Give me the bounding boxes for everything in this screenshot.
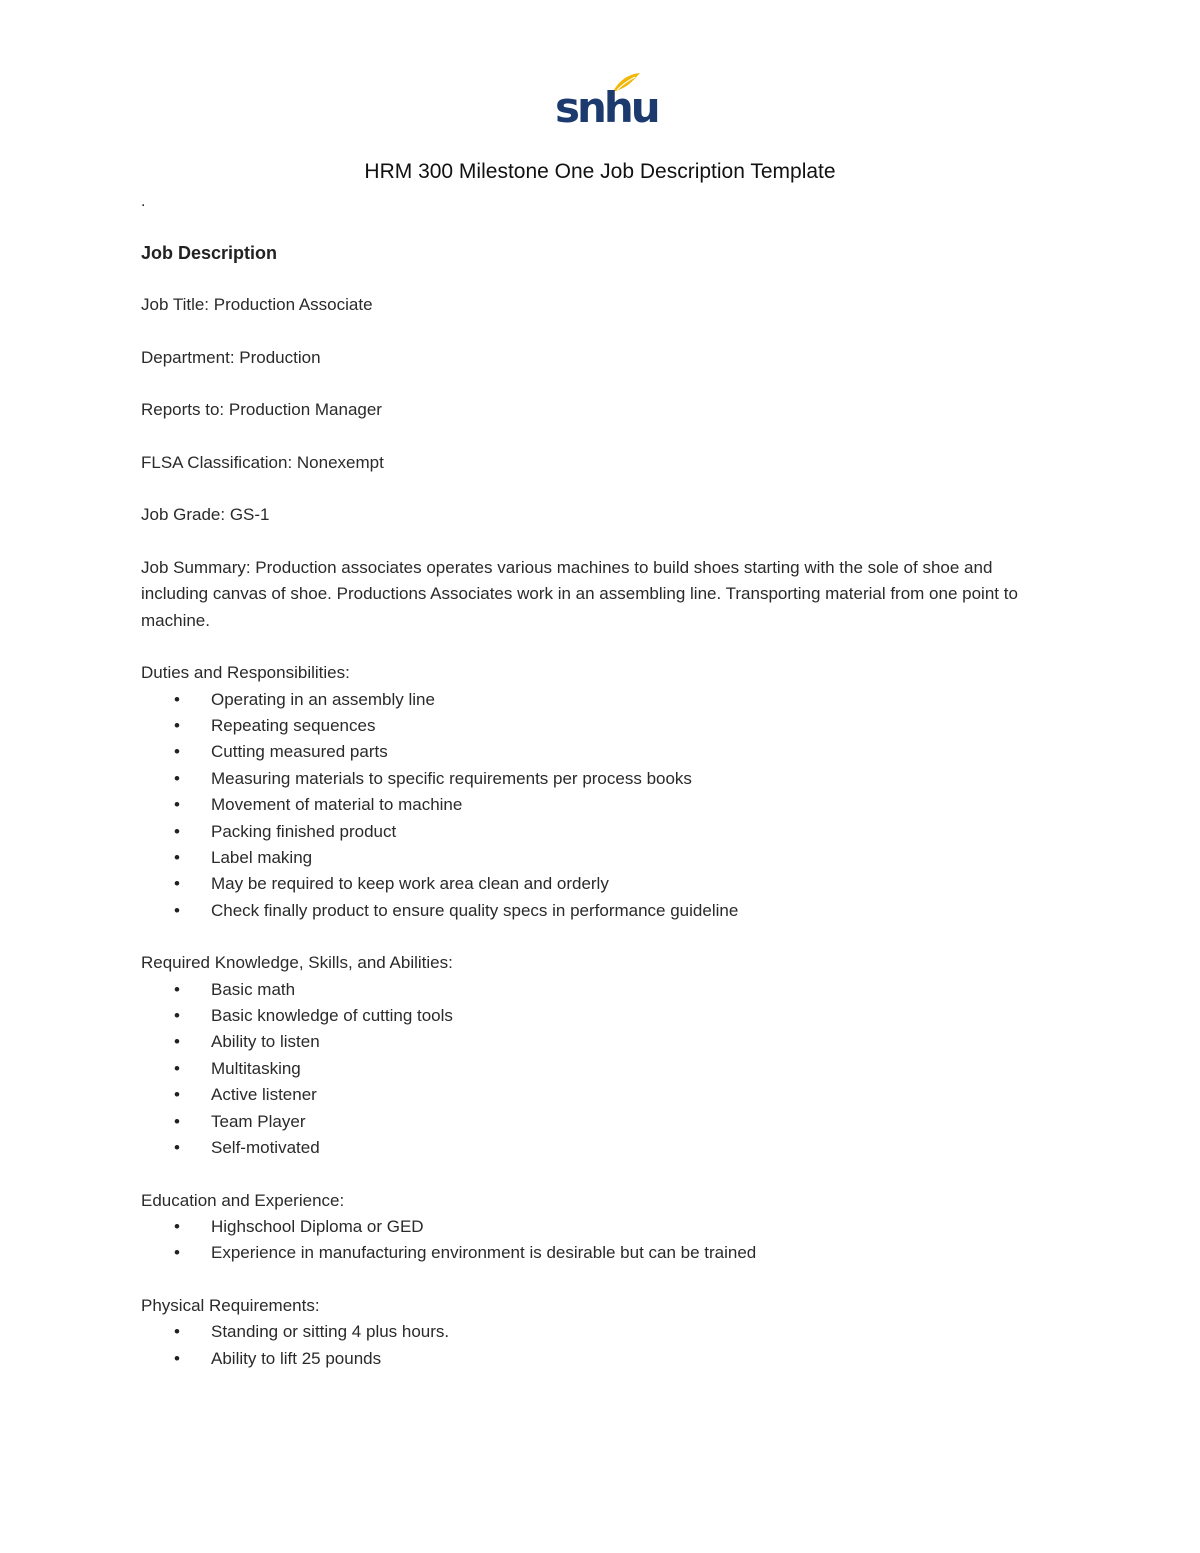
list-item: • Highschool Diploma or GED: [141, 1214, 1061, 1240]
list-item: • Team Player: [141, 1109, 1061, 1135]
section-knowledge-skills: [141, 950, 1061, 1161]
list-item: • Packing finished product: [141, 819, 1061, 845]
section-duties: [141, 660, 1061, 924]
bullet-list: [141, 977, 1061, 1162]
list-item: • Operating in an assembly line: [141, 687, 1061, 713]
section-physical: [141, 1293, 1061, 1372]
list-item: • Repeating sequences: [141, 713, 1061, 739]
list-item: • Multitasking: [141, 1056, 1061, 1082]
list-item: • Cutting measured parts: [141, 739, 1061, 765]
section-label: Education and Experience:: [141, 1190, 345, 1210]
field-job-title: Job Title: Production Associate: [141, 295, 373, 314]
section-label: Required Knowledge, Skills, and Abilities:: [141, 953, 453, 973]
job-summary: Job Summary: Production associates operates various machines to build shoes starting with the sole of shoe and including canvas of shoe. Productions Associates work in an assembling line. Transporting material from one point to machine.: [141, 557, 1018, 630]
field-job-grade: Job Grade: GS-1: [141, 505, 270, 524]
logo-text: snhu: [555, 83, 658, 132]
list-item: • Basic knowledge of cutting tools: [141, 1003, 1061, 1029]
list-item: • Experience in manufacturing environment is desirable but can be trained: [141, 1240, 1061, 1266]
stray-dot: .: [141, 193, 146, 210]
section-education: [141, 1188, 1061, 1267]
bullet-list: [141, 687, 1061, 925]
list-item: • Label making: [141, 845, 1061, 871]
section-label: Duties and Responsibilities:: [141, 663, 350, 682]
bullet-list: [141, 1319, 1061, 1372]
snhu-logo: [555, 72, 658, 134]
list-item: • Self-motivated: [141, 1135, 1061, 1161]
document-title: HRM 300 Milestone One Job Description Template: [364, 160, 836, 183]
list-item: • Measuring materials to specific requirements per process books: [141, 766, 1061, 792]
list-item: • Ability to lift 25 pounds: [141, 1346, 1061, 1372]
field-flsa-classification: FLSA Classification: Nonexempt: [141, 452, 384, 472]
bullet-list: [141, 1214, 1061, 1267]
list-item: • Movement of material to machine: [141, 792, 1061, 818]
document-body: [141, 240, 1061, 1398]
section-label: Physical Requirements:: [141, 1295, 320, 1315]
section-heading: Job Description: [141, 243, 278, 263]
list-item: • May be required to keep work area clean and orderly: [141, 871, 1061, 897]
list-item: • Check finally product to ensure quality specs in performance guideline: [141, 898, 1061, 924]
field-department: Department: Production: [141, 347, 321, 367]
list-item: • Standing or sitting 4 plus hours.: [141, 1319, 1061, 1345]
list-item: • Ability to listen: [141, 1029, 1061, 1055]
list-item: • Active listener: [141, 1082, 1061, 1108]
list-item: • Basic math: [141, 977, 1061, 1003]
field-reports-to: Reports to: Production Manager: [141, 400, 382, 419]
